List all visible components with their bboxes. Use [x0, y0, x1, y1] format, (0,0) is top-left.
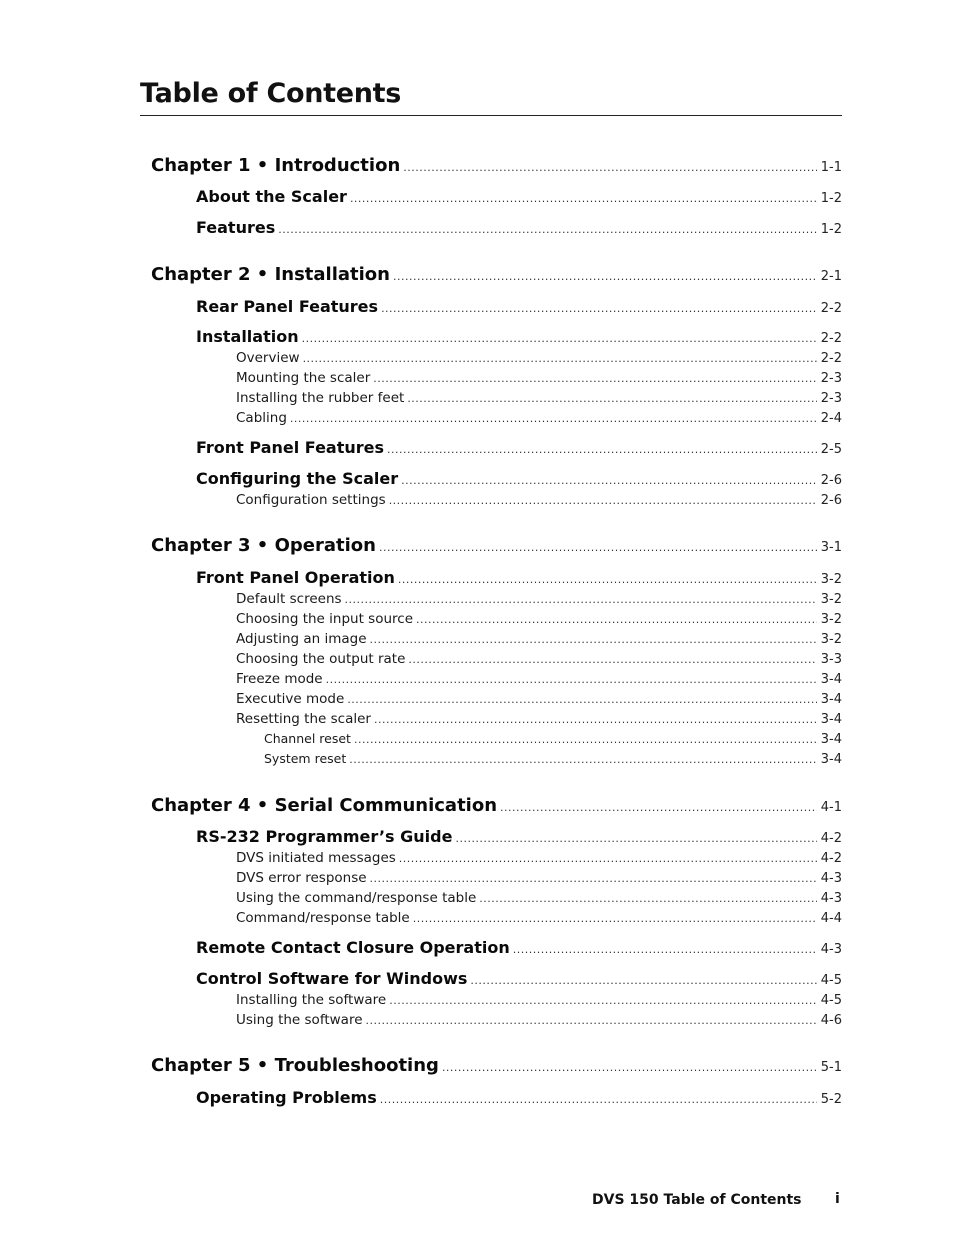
- subsection-entry[interactable]: [236, 631, 842, 647]
- toc-entry-page: 2-2: [820, 351, 842, 366]
- toc-entry-page: 2-3: [820, 391, 842, 406]
- subsection-entry[interactable]: [236, 1012, 842, 1028]
- subsubsection-entry[interactable]: [264, 751, 842, 767]
- dot-leader: [374, 713, 817, 726]
- toc-entry-title: Using the command/response table: [236, 890, 477, 906]
- section-entry[interactable]: [196, 938, 842, 957]
- toc-entry-page: 3-4: [820, 692, 842, 707]
- dot-leader: [278, 223, 817, 236]
- toc-entry-page: 4-3: [820, 891, 842, 906]
- dot-leader: [398, 573, 817, 586]
- toc-entry-title: Installing the rubber feet: [236, 390, 405, 406]
- toc-entry-title: Choosing the input source: [236, 611, 413, 627]
- toc-entry-title: Overview: [236, 350, 300, 366]
- toc-entry-title: Freeze mode: [236, 671, 323, 687]
- toc-entry-page: 3-2: [820, 572, 842, 587]
- toc-entry-title: Chapter 5 • Troubleshooting: [151, 1055, 439, 1076]
- subsection-entry[interactable]: [236, 711, 842, 727]
- subsection-entry[interactable]: [236, 390, 842, 406]
- section-entry[interactable]: [196, 568, 842, 587]
- dot-leader: [389, 494, 817, 507]
- toc-entry-page: 2-6: [820, 473, 842, 488]
- toc-entry-page: 4-5: [820, 993, 842, 1008]
- toc-entry-page: 4-2: [820, 851, 842, 866]
- dot-leader: [387, 443, 817, 456]
- section-entry[interactable]: [196, 218, 842, 237]
- subsection-entry[interactable]: [236, 350, 842, 366]
- dot-leader: [379, 541, 817, 554]
- toc-entry-page: 3-2: [820, 612, 842, 627]
- subsection-entry[interactable]: [236, 492, 842, 508]
- dot-leader: [366, 1014, 817, 1027]
- toc-entry-title: Rear Panel Features: [196, 297, 379, 316]
- toc-entry-page: 3-4: [820, 732, 842, 747]
- subsection-entry[interactable]: [236, 591, 842, 607]
- subsection-entry[interactable]: [236, 850, 842, 866]
- dot-leader: [389, 994, 817, 1007]
- toc-entry-title: Chapter 2 • Installation: [151, 264, 390, 285]
- toc-entry-page: 2-5: [820, 442, 842, 457]
- toc-entry-title: Configuration settings: [236, 492, 386, 508]
- toc-entry-page: 4-4: [820, 911, 842, 926]
- toc-entry-page: 1-2: [820, 222, 842, 237]
- toc-entry-title: Default screens: [236, 591, 342, 607]
- toc-entry-title: Control Software for Windows: [196, 969, 468, 988]
- dot-leader: [290, 412, 817, 425]
- toc-entry-page: 4-2: [820, 831, 842, 846]
- chapter-entry[interactable]: [151, 155, 842, 176]
- toc-entry-title: Configuring the Scaler: [196, 469, 399, 488]
- toc-entry-page: 3-2: [820, 592, 842, 607]
- toc-entry-page: 4-6: [820, 1013, 842, 1028]
- footer-page-number: i: [835, 1191, 840, 1207]
- toc-entry-title: Adjusting an image: [236, 631, 367, 647]
- subsection-entry[interactable]: [236, 870, 842, 886]
- toc-entry-page: 1-2: [820, 191, 842, 206]
- toc-entry-title: Front Panel Operation: [196, 568, 395, 587]
- toc-entry-title: DVS error response: [236, 870, 367, 886]
- toc-entry-title: System reset: [264, 751, 347, 766]
- dot-leader: [442, 1061, 817, 1074]
- toc-entry-page: 2-2: [820, 331, 842, 346]
- toc-entry-page: 2-2: [820, 301, 842, 316]
- toc-entry-page: 4-3: [820, 942, 842, 957]
- section-entry[interactable]: [196, 297, 842, 316]
- toc-entry-page: 2-1: [820, 269, 842, 284]
- subsection-entry[interactable]: [236, 910, 842, 926]
- dot-leader: [403, 161, 817, 174]
- dot-leader: [381, 302, 817, 315]
- subsection-entry[interactable]: [236, 370, 842, 386]
- toc-entry-page: 3-3: [820, 652, 842, 667]
- toc-entry-title: Chapter 3 • Operation: [151, 535, 376, 556]
- dot-leader: [303, 352, 817, 365]
- subsection-entry[interactable]: [236, 611, 842, 627]
- dot-leader: [370, 633, 817, 646]
- dot-leader: [347, 693, 816, 706]
- toc-entry-title: About the Scaler: [196, 187, 347, 206]
- subsection-entry[interactable]: [236, 691, 842, 707]
- chapter-entry[interactable]: [151, 795, 842, 816]
- dot-leader: [345, 593, 817, 606]
- chapter-entry[interactable]: [151, 1055, 842, 1076]
- section-entry[interactable]: [196, 187, 842, 206]
- toc-entry-page: 2-4: [820, 411, 842, 426]
- toc-entry-title: Choosing the output rate: [236, 651, 406, 667]
- toc-entry-page: 2-3: [820, 371, 842, 386]
- section-entry[interactable]: [196, 438, 842, 457]
- toc-entry-page: 4-5: [820, 973, 842, 988]
- toc-entry-title: Using the software: [236, 1012, 363, 1028]
- toc-entry-title: Installation: [196, 327, 299, 346]
- toc-entry-page: 3-4: [820, 672, 842, 687]
- dot-leader: [500, 801, 817, 814]
- toc-entry-title: DVS initiated messages: [236, 850, 396, 866]
- toc-entry-title: Operating Problems: [196, 1088, 377, 1107]
- dot-leader: [408, 653, 816, 666]
- toc-entry-title: Front Panel Features: [196, 438, 385, 457]
- dot-leader: [326, 673, 817, 686]
- dot-leader: [302, 332, 817, 345]
- subsection-entry[interactable]: [236, 651, 842, 667]
- subsubsection-entry[interactable]: [264, 731, 842, 747]
- dot-leader: [470, 974, 816, 987]
- toc-entry-title: Cabling: [236, 410, 287, 426]
- dot-leader: [479, 892, 817, 905]
- dot-leader: [513, 943, 817, 956]
- toc-entry-title: Mounting the scaler: [236, 370, 371, 386]
- toc-entry-page: 2-6: [820, 493, 842, 508]
- toc-entry-page: 1-1: [820, 160, 842, 175]
- dot-leader: [413, 912, 817, 925]
- toc-entry-page: 4-3: [820, 871, 842, 886]
- toc-entry-page: 5-2: [820, 1092, 842, 1107]
- dot-leader: [416, 613, 817, 626]
- toc-entry-title: Chapter 1 • Introduction: [151, 155, 401, 176]
- dot-leader: [393, 270, 817, 283]
- dot-leader: [370, 872, 817, 885]
- section-entry[interactable]: [196, 827, 842, 846]
- section-entry[interactable]: [196, 327, 842, 346]
- dot-leader: [373, 372, 817, 385]
- section-entry[interactable]: [196, 969, 842, 988]
- footer-title: DVS 150 Table of Contents: [592, 1192, 802, 1208]
- toc-entry-title: Channel reset: [264, 731, 351, 746]
- toc-entry-title: Resetting the scaler: [236, 711, 371, 727]
- toc-entry-title: Command/response table: [236, 910, 410, 926]
- subsection-entry[interactable]: [236, 992, 842, 1008]
- toc-entry-title: Remote Contact Closure Operation: [196, 938, 510, 957]
- chapter-entry[interactable]: [151, 264, 842, 285]
- subsection-entry[interactable]: [236, 671, 842, 687]
- toc-entry-page: 4-1: [820, 800, 842, 815]
- toc-entry-page: 3-2: [820, 632, 842, 647]
- dot-leader: [380, 1093, 817, 1106]
- subsection-entry[interactable]: [236, 890, 842, 906]
- dot-leader: [399, 852, 817, 865]
- dot-leader: [350, 192, 817, 205]
- toc-entry-title: Features: [196, 218, 276, 237]
- toc-entry-title: RS-232 Programmer’s Guide: [196, 827, 453, 846]
- section-entry[interactable]: [196, 1088, 842, 1107]
- page-title: Table of Contents: [140, 78, 402, 109]
- toc-entry-page: 3-1: [820, 540, 842, 555]
- toc-entry-title: Executive mode: [236, 691, 345, 707]
- dot-leader: [407, 392, 816, 405]
- dot-leader: [455, 832, 816, 845]
- toc-entry-title: Chapter 4 • Serial Communication: [151, 795, 498, 816]
- section-entry[interactable]: [196, 469, 842, 488]
- dot-leader: [401, 474, 817, 487]
- subsection-entry[interactable]: [236, 410, 842, 426]
- chapter-entry[interactable]: [151, 535, 842, 556]
- toc-entry-page: 3-4: [820, 752, 842, 767]
- dot-leader: [354, 733, 817, 746]
- title-rule: [140, 115, 842, 116]
- toc-entry-title: Installing the software: [236, 992, 387, 1008]
- toc-entry-page: 3-4: [820, 712, 842, 727]
- toc-entry-page: 5-1: [820, 1060, 842, 1075]
- dot-leader: [349, 753, 817, 766]
